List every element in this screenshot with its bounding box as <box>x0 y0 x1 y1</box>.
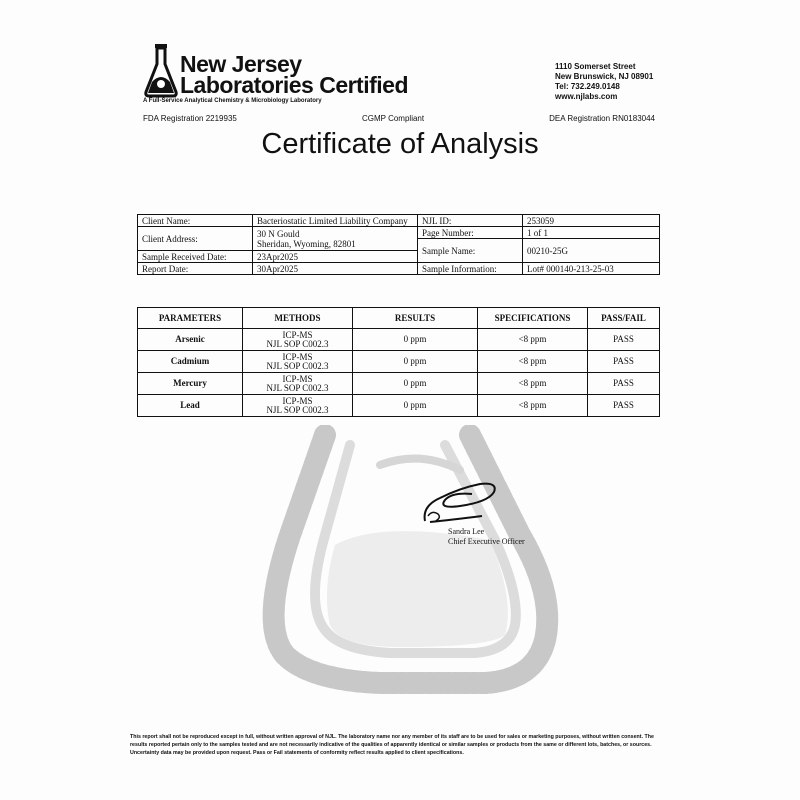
signer-name: Sandra Lee <box>448 527 485 536</box>
client-info-table <box>137 214 660 275</box>
fda-registration: FDA Registration 2219935 <box>143 114 237 123</box>
spec-cell: <8 ppm <box>478 373 588 395</box>
report-date-value: 30Apr2025 <box>253 263 418 275</box>
brand-name-line2: Laboratories Certified <box>180 72 408 98</box>
lab-address <box>555 62 653 102</box>
client-address-line2: Sheridan, Wyoming, 82801 <box>257 238 356 249</box>
spec-cell: <8 ppm <box>478 395 588 417</box>
sample-name-label: Sample Name: <box>418 239 523 263</box>
method-line1: ICP-MS <box>282 373 313 384</box>
table-row <box>138 373 660 395</box>
method-line2: NJL SOP C002.3 <box>266 382 329 393</box>
address-web: www.njlabs.com <box>555 92 618 101</box>
client-name-label: Client Name: <box>138 215 253 227</box>
client-address-label: Client Address: <box>138 227 253 251</box>
header-results: RESULTS <box>353 308 478 329</box>
brand-name-line1: New Jersey <box>180 51 302 77</box>
table-row <box>138 395 660 417</box>
status-cell: PASS <box>588 395 660 417</box>
result-cell: 0 ppm <box>353 373 478 395</box>
status-cell: PASS <box>588 373 660 395</box>
client-name-value: Bacteriostatic Limited Liability Company <box>253 215 418 227</box>
dea-registration: DEA Registration RN0183044 <box>549 114 655 123</box>
method-cell <box>243 395 353 417</box>
header-methods: METHODS <box>243 308 353 329</box>
flask-logo-icon <box>143 42 179 98</box>
address-street: 1110 Somerset Street <box>555 62 636 71</box>
method-line2: NJL SOP C002.3 <box>266 338 329 349</box>
sample-received-value: 23Apr2025 <box>253 251 418 263</box>
method-line2: NJL SOP C002.3 <box>266 360 329 371</box>
footer-disclaimer: This report shall not be reproduced except in full, without written approval of NJL. The laboratory name nor any member of its staff are to be used for sales or marketing purposes, without written consent. The results reported pertain only to the samples tested and are not necessarily indicative of the qualities of apparently identical or similar samples or products from the same or different lots, batches, or sources. Uncertainty data may be provided upon request. Pass or Fail statements of conformity reflect results applied to client specifications. <box>130 734 654 756</box>
parameter-cell: Cadmium <box>138 351 243 373</box>
method-line1: ICP-MS <box>282 351 313 362</box>
header-specifications: SPECIFICATIONS <box>478 308 588 329</box>
method-cell <box>243 373 353 395</box>
method-cell <box>243 351 353 373</box>
method-line2: NJL SOP C002.3 <box>266 404 329 415</box>
spec-cell: <8 ppm <box>478 329 588 351</box>
document-title: Certificate of Analysis <box>261 128 539 160</box>
results-header-row <box>138 308 660 329</box>
client-address-value <box>253 227 418 251</box>
address-phone: Tel: 732.249.0148 <box>555 82 620 91</box>
signature-mark <box>420 476 500 526</box>
result-cell: 0 ppm <box>353 395 478 417</box>
results-table <box>137 307 660 417</box>
parameter-cell: Mercury <box>138 373 243 395</box>
sample-information-value: Lot# 000140-213-25-03 <box>523 263 660 275</box>
header-pass-fail: PASS/FAIL <box>588 308 660 329</box>
client-address-line1: 30 N Gould <box>257 228 300 239</box>
brand-tagline: A Full-Service Analytical Chemistry & Microbiology Laboratory <box>143 98 322 104</box>
cgmp-compliant: CGMP Compliant <box>362 114 425 123</box>
sample-information-label: Sample Information: <box>418 263 523 275</box>
method-line1: ICP-MS <box>282 329 313 340</box>
signer-title: Chief Executive Officer <box>448 537 525 546</box>
sample-name-value: 00210-25G <box>523 239 660 263</box>
njl-id-value: 253059 <box>523 215 660 227</box>
method-cell <box>243 329 353 351</box>
status-cell: PASS <box>588 329 660 351</box>
page-number-label: Page Number: <box>418 227 523 239</box>
result-cell: 0 ppm <box>353 351 478 373</box>
address-city: New Brunswick, NJ 08901 <box>555 72 654 81</box>
report-date-label: Report Date: <box>138 263 253 275</box>
parameter-cell: Arsenic <box>138 329 243 351</box>
parameter-cell: Lead <box>138 395 243 417</box>
njl-id-label: NJL ID: <box>418 215 523 227</box>
header-parameters: PARAMETERS <box>138 308 243 329</box>
page-number-value: 1 of 1 <box>523 227 660 239</box>
flask-watermark-icon <box>230 425 570 695</box>
status-cell: PASS <box>588 351 660 373</box>
spec-cell: <8 ppm <box>478 351 588 373</box>
sample-received-label: Sample Received Date: <box>138 251 253 263</box>
table-row <box>138 351 660 373</box>
table-row <box>138 329 660 351</box>
method-line1: ICP-MS <box>282 395 313 406</box>
result-cell: 0 ppm <box>353 329 478 351</box>
